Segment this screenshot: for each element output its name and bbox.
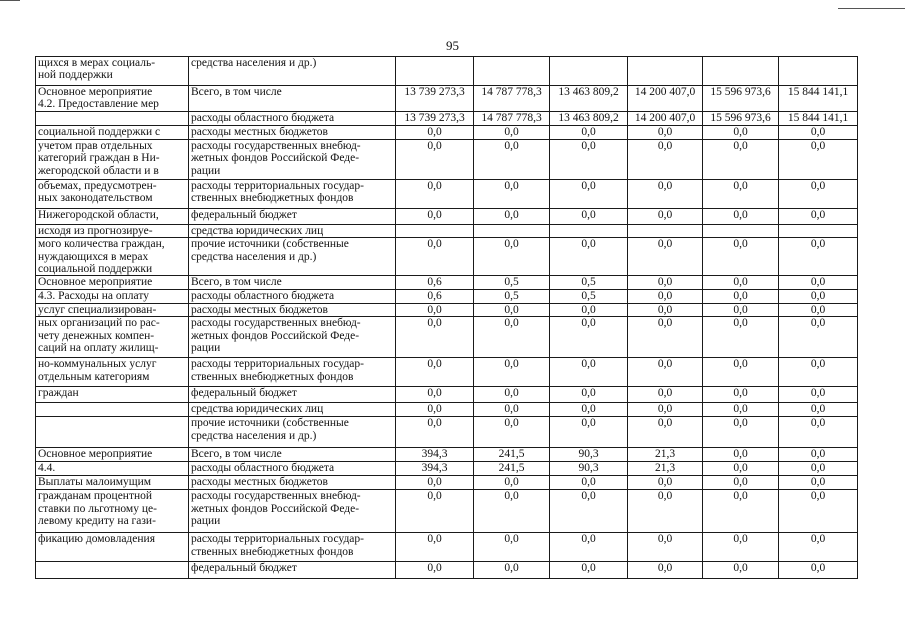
table-row [36,290,858,303]
table-row [36,387,858,403]
amount-cell [779,224,858,237]
amount-cell: 0,0 [474,139,550,179]
activity-cell: ных организаций по рас- чету денежных компен- саций на оплату жилищ- [36,317,189,358]
page-number: 95 [446,38,459,53]
table-row [36,476,858,490]
amount-cell [628,224,703,237]
amount-cell: 0,0 [396,303,474,316]
table-row [36,490,858,533]
funding-source-cell: расходы государственных внебюд- жетных фондов Российской Феде- рации [189,317,396,358]
amount-cell: 0,0 [628,533,703,562]
funding-source-cell: прочие источники (собственные средства населения и др.) [189,417,396,448]
amount-cell: 0,0 [550,139,628,179]
activity-cell [36,562,189,579]
activity-cell: Основное мероприятие [36,448,189,462]
amount-cell: 0,6 [396,290,474,303]
amount-cell: 0,5 [474,290,550,303]
amount-cell: 13 739 273,3 [396,86,474,112]
funding-source-cell: расходы государственных внебюд- жетных фондов Российской Феде- рации [189,139,396,179]
amount-cell: 0,0 [474,387,550,403]
activity-cell: исходя из прогнозируе- [36,224,189,237]
funding-source-cell: прочие источники (собственные средства населения и др.) [189,238,396,276]
amount-cell: 13 463 809,2 [550,86,628,112]
amount-cell: 0,0 [550,403,628,417]
amount-cell: 0,0 [396,125,474,139]
amount-cell: 0,0 [703,179,779,208]
amount-cell: 0,0 [628,179,703,208]
activity-cell [36,403,189,417]
amount-cell: 0,0 [550,208,628,224]
amount-cell: 15 596 973,6 [703,111,779,125]
amount-cell: 0,0 [779,448,858,462]
amount-cell: 0,0 [396,317,474,358]
scan-edge-line [838,8,905,9]
amount-cell: 0,0 [779,533,858,562]
amount-cell: 0,0 [703,125,779,139]
amount-cell: 0,0 [474,303,550,316]
table-row [36,208,858,224]
amount-cell: 0,0 [474,417,550,448]
amount-cell: 0,0 [779,276,858,290]
table-row [36,86,858,112]
activity-cell: щихся в мерах социаль- ной поддержки [36,57,189,86]
table-row [36,139,858,179]
activity-cell: но-коммунальных услуг отдельным категориям [36,358,189,387]
table-row [36,276,858,290]
activity-cell [36,417,189,448]
amount-cell: 0,0 [396,533,474,562]
amount-cell: 0,0 [703,533,779,562]
amount-cell: 0,0 [703,238,779,276]
table-row [36,303,858,316]
amount-cell: 0,0 [703,562,779,579]
amount-cell: 394,3 [396,448,474,462]
amount-cell: 0,0 [550,387,628,403]
amount-cell: 0,0 [703,387,779,403]
amount-cell: 0,0 [628,358,703,387]
amount-cell: 0,0 [779,387,858,403]
funding-source-cell: федеральный бюджет [189,208,396,224]
funding-source-cell: расходы местных бюджетов [189,476,396,490]
amount-cell: 0,0 [396,476,474,490]
amount-cell: 15 596 973,6 [703,86,779,112]
amount-cell: 0,0 [396,562,474,579]
scan-edge-line [0,0,20,1]
amount-cell [474,224,550,237]
amount-cell: 241,5 [474,462,550,476]
funding-source-cell: федеральный бюджет [189,387,396,403]
amount-cell [474,57,550,86]
funding-source-cell: средства юридических лиц [189,403,396,417]
table-row [36,179,858,208]
amount-cell: 0,0 [628,303,703,316]
funding-source-cell: федеральный бюджет [189,562,396,579]
amount-cell [396,57,474,86]
amount-cell: 0,0 [628,490,703,533]
funding-source-cell: расходы местных бюджетов [189,303,396,316]
activity-cell: граждан [36,387,189,403]
amount-cell: 0,0 [396,387,474,403]
funding-source-cell: расходы территориальных государ- ственных внебюджетных фондов [189,533,396,562]
table-row [36,224,858,237]
amount-cell: 0,0 [779,290,858,303]
activity-cell [36,111,189,125]
amount-cell [550,224,628,237]
amount-cell: 394,3 [396,462,474,476]
amount-cell: 0,0 [474,490,550,533]
activity-cell: учетом прав отдельных категорий граждан в Ни- жегородской области и в [36,139,189,179]
amount-cell: 0,0 [703,448,779,462]
funding-source-cell: расходы местных бюджетов [189,125,396,139]
amount-cell: 0,0 [703,476,779,490]
amount-cell: 0,0 [628,238,703,276]
amount-cell: 0,5 [550,276,628,290]
amount-cell: 15 844 141,1 [779,86,858,112]
amount-cell: 0,0 [779,317,858,358]
amount-cell: 0,0 [550,476,628,490]
table-row [36,417,858,448]
activity-cell: 4.4. [36,462,189,476]
amount-cell [628,57,703,86]
amount-cell: 0,0 [628,417,703,448]
amount-cell: 0,0 [474,533,550,562]
table-row [36,403,858,417]
amount-cell: 0,0 [779,139,858,179]
table-row [36,462,858,476]
amount-cell: 0,0 [396,490,474,533]
amount-cell: 0,0 [628,476,703,490]
amount-cell: 0,0 [703,208,779,224]
amount-cell: 0,0 [550,317,628,358]
amount-cell: 0,0 [779,562,858,579]
amount-cell: 15 844 141,1 [779,111,858,125]
amount-cell: 0,0 [628,208,703,224]
amount-cell: 0,0 [779,179,858,208]
amount-cell: 13 739 273,3 [396,111,474,125]
amount-cell: 21,3 [628,462,703,476]
funding-source-cell: Всего, в том числе [189,86,396,112]
amount-cell: 0,0 [396,179,474,208]
funding-source-cell: расходы государственных внебюд- жетных фондов Российской Феде- рации [189,490,396,533]
amount-cell: 0,5 [474,276,550,290]
amount-cell: 0,0 [779,358,858,387]
activity-cell: социальной поддержки с [36,125,189,139]
amount-cell: 0,0 [396,417,474,448]
activity-cell: услуг специализирован- [36,303,189,316]
amount-cell: 0,0 [474,403,550,417]
amount-cell: 0,0 [550,125,628,139]
amount-cell: 0,5 [550,290,628,303]
amount-cell: 14 200 407,0 [628,111,703,125]
amount-cell: 0,0 [474,179,550,208]
table-row [36,317,858,358]
amount-cell: 0,0 [550,358,628,387]
table-row [36,125,858,139]
amount-cell: 0,0 [628,139,703,179]
amount-cell: 0,0 [628,562,703,579]
table-row [36,57,858,86]
amount-cell: 0,0 [779,490,858,533]
amount-cell: 0,0 [474,476,550,490]
amount-cell: 0,0 [550,238,628,276]
amount-cell: 90,3 [550,448,628,462]
activity-cell: фикацию домовладения [36,533,189,562]
activity-cell: мого количества граждан, нуждающихся в мерах социальной поддержки [36,238,189,276]
amount-cell: 0,0 [628,276,703,290]
table-row [36,238,858,276]
amount-cell: 0,0 [628,317,703,358]
amount-cell: 0,0 [628,290,703,303]
amount-cell: 0,0 [779,303,858,316]
amount-cell: 0,0 [396,358,474,387]
amount-cell: 0,0 [550,303,628,316]
amount-cell: 13 463 809,2 [550,111,628,125]
amount-cell: 0,0 [703,358,779,387]
amount-cell [396,224,474,237]
amount-cell: 0,0 [550,533,628,562]
amount-cell: 0,0 [474,125,550,139]
amount-cell: 241,5 [474,448,550,462]
amount-cell: 0,6 [396,276,474,290]
amount-cell: 0,0 [703,417,779,448]
budget-table [35,56,858,579]
table-row [36,533,858,562]
amount-cell: 0,0 [550,179,628,208]
activity-cell: Выплаты малоимущим [36,476,189,490]
amount-cell: 0,0 [474,208,550,224]
amount-cell: 0,0 [703,403,779,417]
amount-cell: 0,0 [550,562,628,579]
funding-source-cell: Всего, в том числе [189,276,396,290]
amount-cell: 0,0 [779,403,858,417]
activity-cell: Основное мероприятие [36,276,189,290]
amount-cell: 0,0 [779,125,858,139]
amount-cell: 90,3 [550,462,628,476]
amount-cell: 0,0 [396,238,474,276]
amount-cell: 0,0 [474,317,550,358]
amount-cell: 0,0 [703,462,779,476]
activity-cell: 4.3. Расходы на оплату [36,290,189,303]
amount-cell: 14 787 778,3 [474,86,550,112]
funding-source-cell: средства юридических лиц [189,224,396,237]
amount-cell: 0,0 [703,317,779,358]
amount-cell [703,57,779,86]
amount-cell [550,57,628,86]
amount-cell: 0,0 [628,125,703,139]
amount-cell: 0,0 [550,490,628,533]
amount-cell: 0,0 [703,139,779,179]
amount-cell: 0,0 [550,417,628,448]
amount-cell: 0,0 [703,303,779,316]
amount-cell: 0,0 [396,139,474,179]
amount-cell: 14 787 778,3 [474,111,550,125]
funding-source-cell: расходы областного бюджета [189,462,396,476]
amount-cell: 0,0 [703,490,779,533]
amount-cell: 14 200 407,0 [628,86,703,112]
amount-cell [703,224,779,237]
table-row [36,111,858,125]
amount-cell [779,57,858,86]
amount-cell: 0,0 [396,403,474,417]
amount-cell: 0,0 [474,238,550,276]
amount-cell: 0,0 [628,387,703,403]
funding-source-cell: расходы областного бюджета [189,111,396,125]
amount-cell: 0,0 [703,276,779,290]
activity-cell: гражданам процентной ставки по льготному це- левому кредиту на гази- [36,490,189,533]
amount-cell: 0,0 [779,417,858,448]
funding-source-cell: расходы территориальных государ- ственных внебюджетных фондов [189,358,396,387]
amount-cell: 0,0 [396,208,474,224]
amount-cell: 0,0 [779,208,858,224]
amount-cell: 0,0 [474,358,550,387]
table-row [36,448,858,462]
amount-cell: 0,0 [779,238,858,276]
amount-cell: 21,3 [628,448,703,462]
amount-cell: 0,0 [779,476,858,490]
activity-cell: Основное мероприятие 4.2. Предоставление мер [36,86,189,112]
amount-cell: 0,0 [779,462,858,476]
funding-source-cell: расходы областного бюджета [189,290,396,303]
amount-cell: 0,0 [703,290,779,303]
amount-cell: 0,0 [628,403,703,417]
funding-source-cell: Всего, в том числе [189,448,396,462]
funding-source-cell: расходы территориальных государ- ственных внебюджетных фондов [189,179,396,208]
funding-source-cell: средства населения и др.) [189,57,396,86]
activity-cell: Нижегородской области, [36,208,189,224]
table-row [36,562,858,579]
table-row [36,358,858,387]
amount-cell: 0,0 [474,562,550,579]
activity-cell: объемах, предусмотрен- ных законодательством [36,179,189,208]
